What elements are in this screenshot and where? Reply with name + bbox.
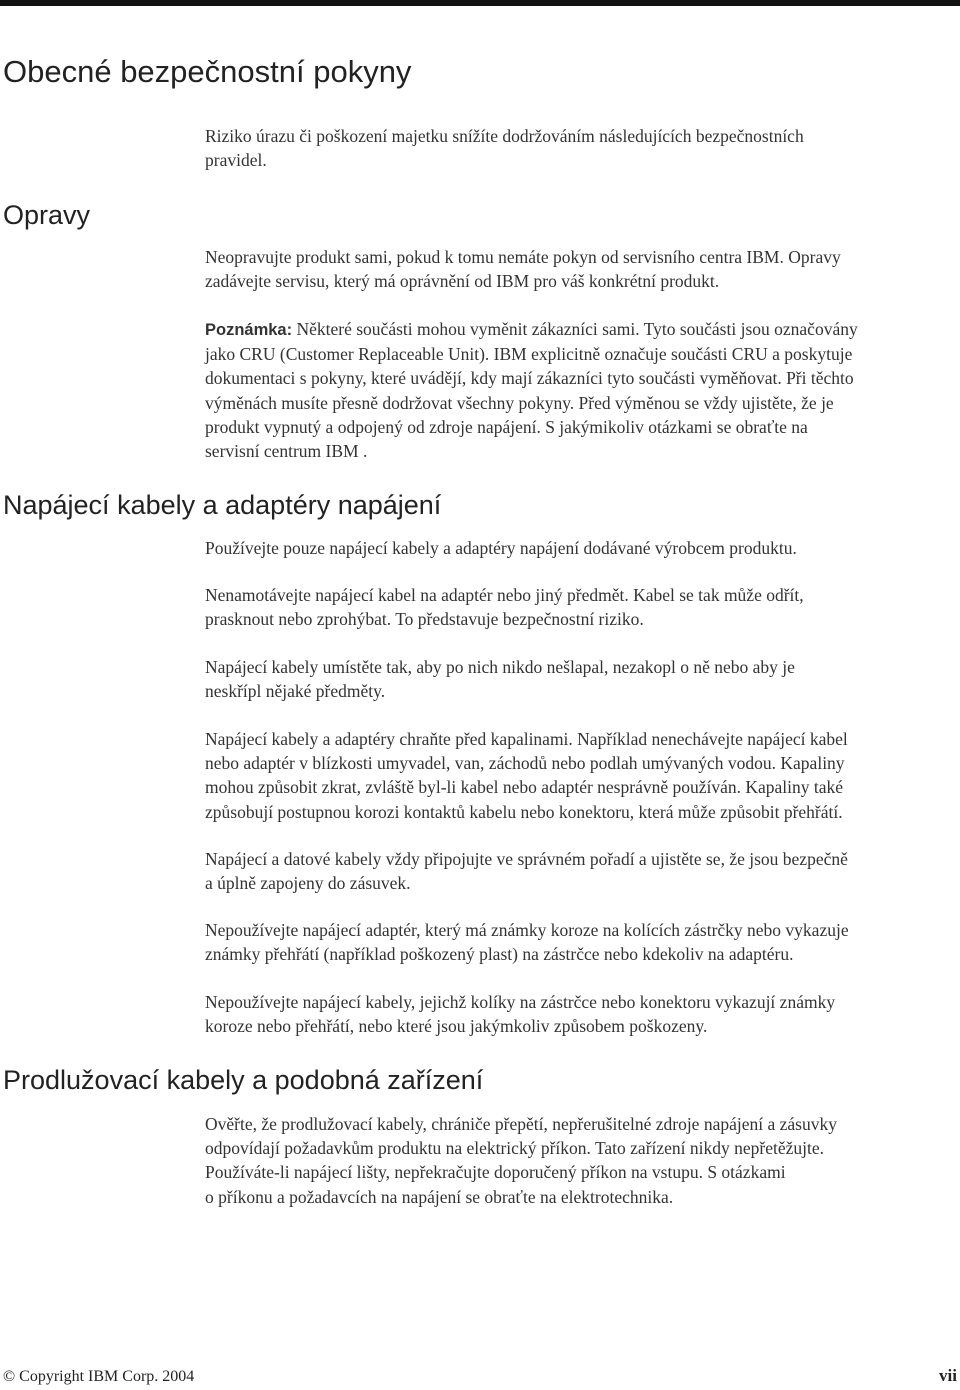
napajeci-paragraph-7: Nepoužívejte napájecí kabely, jejichž kolíky na zástrčce nebo konektoru vykazují známky koroze nebo přehřátí, nebo které jsou jakýmkoliv způsobem poškozeny. [205, 992, 836, 1037]
page-number: vii [939, 1366, 957, 1385]
napajeci-paragraph-4: Napájecí kabely a adaptéry chraňte před kapalinami. Například nenechávejte napájecí kabel nebo adaptér v blízkosti umyvadel, van, záchodů nebo podlah umývaných vodou. Kapaliny mohou způsobit zkrat, zvláště byl-li kabel nebo adaptér nesprávně používán. Kapaliny také způsobují postupnou korozi kontaktů kabelu nebo konektoru, která může způsobit přehřátí. [205, 729, 848, 822]
note-text: Některé součásti mohou vyměnit zákazníci sami. Tyto součásti jsou označovány jako CRU (Customer Replaceable Unit). IBM explicitně označuje součásti CRU a poskytuje dokumentaci s pokyny, které uvádějí, kdy mají zákazníci tyto součásti vyměňovat. Při těchto výměnách musíte přesně dodržovat všechny pokyny. Před výměnou se vždy ujistěte, že je produkt vypnutý a odpojený od zdroje napájení. S jakýmikoliv otázkami se obraťte na servisní centrum IBM . [205, 319, 858, 462]
napajeci-paragraph-5: Napájecí a datové kabely vždy připojujte ve správném pořadí a ujistěte se, že jsou bezpečně a úplně zapojeny do zásuvek. [205, 849, 848, 894]
napajeci-paragraph-2: Nenamotávejte napájecí kabel na adaptér nebo jiný předmět. Kabel se tak může odřít, prasknout nebo zprohýbat. To představuje bezpečnostní riziko. [205, 585, 804, 630]
page-title: Obecné bezpečnostní pokyny [3, 54, 412, 89]
opravy-note [205, 317, 950, 463]
opravy-paragraph: Neopravujte produkt sami, pokud k tomu nemáte pokyn od servisního centra IBM. Opravy zadávejte servisu, který má oprávnění od IBM pro váš konkrétní produkt. [205, 247, 841, 292]
section-heading-napajeci-kabely: Napájecí kabely a adaptéry napájení [3, 490, 442, 520]
copyright-notice: © Copyright IBM Corp. 2004 [3, 1368, 195, 1385]
napajeci-paragraph-1: Používejte pouze napájecí kabely a adaptéry napájení dodávané výrobcem produktu. [205, 538, 797, 558]
napajeci-paragraph-3: Napájecí kabely umístěte tak, aby po nich nikdo nešlapal, nezakopl o ně nebo aby je neskřípl nějaké předměty. [205, 657, 795, 702]
section-heading-opravy: Opravy [3, 200, 91, 230]
prodluzovaci-paragraph: Ověřte, že prodlužovací kabely, chrániče přepětí, nepřerušitelné zdroje napájení a zásuvky odpovídají požadavkům produktu na elektrický příkon. Tato zařízení nikdy nepřetěžujte. Používáte-li napájecí lišty, nepřekračujte doporučený příkon na vstupu. S otázkami o příkonu a požadavcích na napájení se obraťte na elektrotechnika. [205, 1114, 837, 1207]
top-rule [0, 0, 960, 6]
note-label: Poznámka: [205, 321, 293, 339]
napajeci-paragraph-6: Nepoužívejte napájecí adaptér, který má známky koroze na kolících zástrčky nebo vykazuje známky přehřátí (například poškozený plast) na zástrčce nebo kdekoliv na adaptéru. [205, 920, 849, 965]
section-heading-prodluzovaci-kabely: Prodlužovací kabely a podobná zařízení [3, 1065, 484, 1095]
intro-paragraph: Riziko úrazu či poškození majetku snížíte dodržováním následujících bezpečnostních pravidel. [205, 126, 804, 171]
